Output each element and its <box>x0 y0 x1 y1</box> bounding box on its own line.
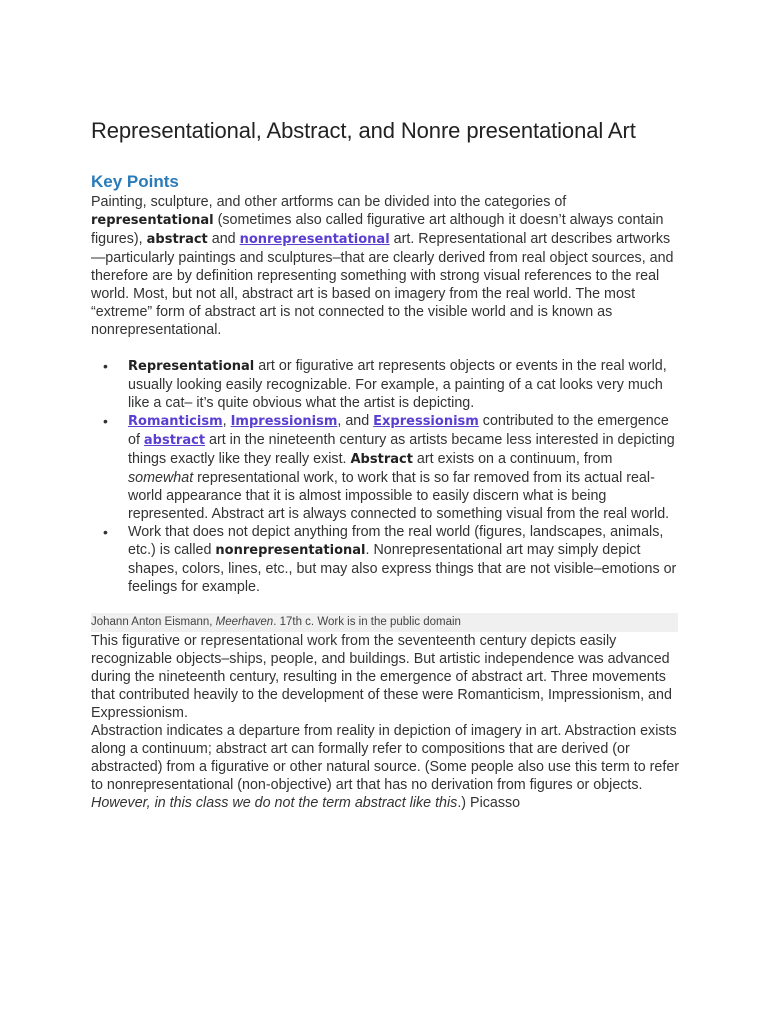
caption-rest: . 17th c. Work is in the public domain <box>273 616 461 628</box>
bullet-2-text-4: representational work, to work that is so far removed from its actual real-world appearance that it is almost impossible to easily discern what is being represented. Abstract art is always connected to something visual from the real world. <box>128 470 670 522</box>
link-nonrepresentational[interactable]: nonrepresentational <box>239 232 390 247</box>
key-points-list <box>91 357 681 596</box>
bullet-2-bold: Abstract <box>350 452 413 467</box>
term-representational: representational <box>91 213 214 228</box>
bullet-3-text-2: . Nonrepresentational art may simply depict shapes, colors, lines, etc., but may also express things that are not visible–emotions or feelings for example. <box>128 542 677 595</box>
list-item <box>91 412 681 523</box>
link-impressionism[interactable]: Impressionism <box>230 414 338 429</box>
bullet-1-bold: Representational <box>128 359 255 374</box>
bullet-1-text: art or figurative art represents objects or events in the real world, usually looking easily recognizable. For example, a painting of a cat looks very much like a cat– it’s quite obvious what the artist is depicting. <box>128 358 667 411</box>
image-caption <box>91 613 678 632</box>
page-title: Representational, Abstract, and Nonre presentational Art <box>91 118 636 143</box>
list-item <box>91 357 681 412</box>
caption-work-title: Meerhaven <box>215 616 274 628</box>
bullet-3-text-1: Work that does not depict anything from the real world (figures, landscapes, animals, etc.) is called <box>128 524 664 558</box>
intro-text-3: and <box>207 231 240 247</box>
key-points-heading: Key Points <box>91 172 179 191</box>
abstraction-text-1: Abstraction indicates a departure from reality in depiction of imagery in art. Abstraction exists along a continuum; abstract art can formally refer to compositions that are derived (or abstracted) from a figurative or other natural source. (Some people also use this term to refer to nonrepresentational (non-objective) art that has no derivation from figures or objects. <box>91 723 680 793</box>
bullet-2-italic: somewhat <box>128 470 194 486</box>
caption-artist: Johann Anton Eismann, <box>91 616 216 628</box>
article-content <box>91 117 681 812</box>
bullet-2-text-3: art exists on a continuum, from <box>412 451 613 467</box>
figurative-paragraph: This figurative or representational work from the seventeenth century depicts easily recognizable objects–ships, people, and buildings. But artistic independence was advanced during the nineteenth century, resulting in the emergence of abstract art. Three movements that contributed heavily to the development of these were Romanticism, Impressionism, and Expressionism. <box>91 633 672 721</box>
bullet-2-sep-1: , <box>222 413 231 429</box>
abstraction-paragraph <box>91 722 681 812</box>
link-abstract[interactable]: abstract <box>143 433 206 448</box>
link-expressionism[interactable]: Expressionism <box>373 414 479 429</box>
list-item <box>91 523 681 596</box>
bullet-2-sep-2: , and <box>337 413 374 429</box>
intro-paragraph <box>91 193 681 339</box>
term-abstract: abstract <box>146 232 208 247</box>
bullet-marker: • <box>103 524 108 540</box>
bullet-marker: • <box>103 413 108 429</box>
link-romanticism[interactable]: Romanticism <box>128 414 223 429</box>
bullet-3-bold: nonrepresentational <box>215 543 366 558</box>
intro-text-4: art. Representational art describes artworks—particularly paintings and sculptures–that are clearly derived from real object sources, and therefore are by definition representing something with strong visual references to the real world. Most, but not all, abstract art is based on imagery from the real world. The most “extreme” form of abstract art is not connected to the visible world and is known as nonrepresentational. <box>91 231 674 338</box>
intro-text-2: (sometimes also called figurative art although it doesn’t always contain figures), <box>91 212 664 247</box>
bullet-2-text-2: art in the nineteenth century as artists became less interested in depicting things exactly like they really exist. <box>128 432 675 467</box>
abstraction-text-2: .) Picasso <box>457 795 521 811</box>
intro-text-1: Painting, sculpture, and other artforms can be divided into the categories of <box>91 194 567 210</box>
bullet-marker: • <box>103 358 108 374</box>
abstraction-italic: However, in this class we do not the term abstract like this <box>91 795 458 811</box>
bullet-2-text-1: contributed to the emergence of <box>128 413 669 448</box>
